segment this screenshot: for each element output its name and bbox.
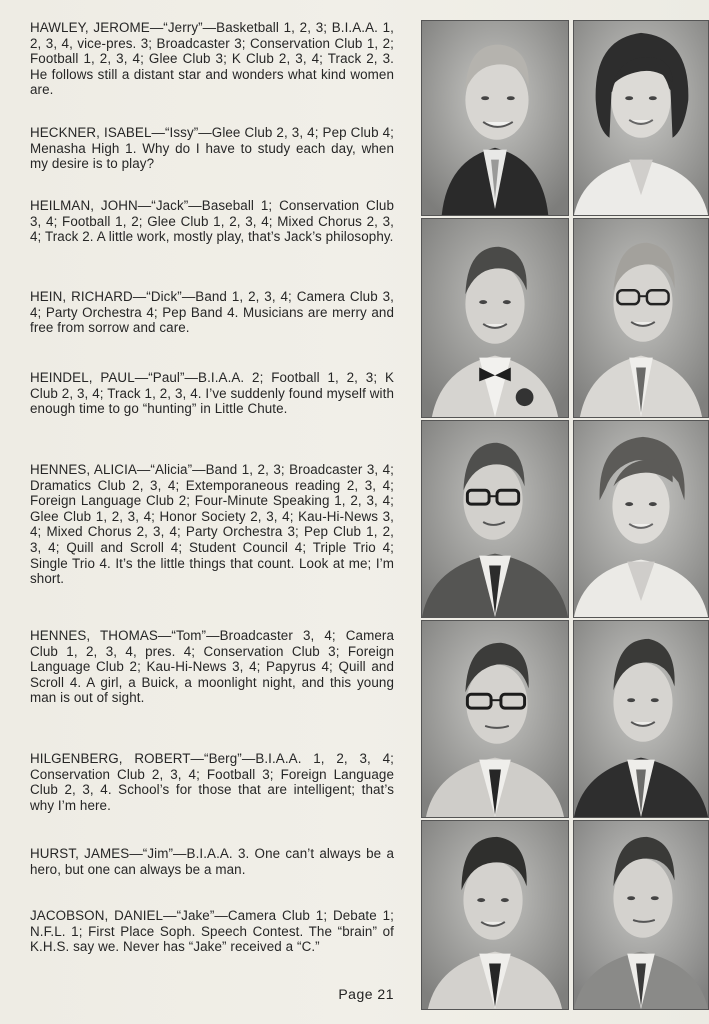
entry-text: HEINDEL, PAUL—“Paul”—B.I.A.A. 2; Football 1, 2, 3; K Club 2, 3, 4; Track 1, 2, 3, 4. I’ve suddenly found myself with enough time to go “hunting” in Little Chute. xyxy=(30,370,394,417)
portrait-heindel-paul xyxy=(421,420,569,618)
portrait-heckner-isabel xyxy=(573,20,709,216)
senior-entry-heckner xyxy=(30,125,394,172)
entry-text: HEIN, RICHARD—“Dick”—Band 1, 2, 3, 4; Camera Club 3, 4; Party Orchestra 4; Pep Band 4. Musicians are merry and free from sorrow and care. xyxy=(30,289,394,336)
senior-entry-hennes-alicia xyxy=(30,462,394,587)
portrait-hurst-james xyxy=(421,820,569,1010)
portrait-hein-richard xyxy=(573,218,709,418)
portrait-hilgenberg-robert xyxy=(573,620,709,818)
page-number: Page 21 xyxy=(338,986,394,1002)
entry-text: HEILMAN, JOHN—“Jack”—Baseball 1; Conservation Club 3, 4; Football 1, 2; Glee Club 1, 2, 3, 4; Mixed Chorus 2, 3, 4; Track 2. A little work, mostly play, that’s Jack’s philosophy. xyxy=(30,198,394,245)
senior-entry-hawley xyxy=(30,20,394,98)
entry-text: JACOBSON, DANIEL—“Jake”—Camera Club 1; Debate 1; N.F.L. 1; First Place Soph. Speech Contest. The “brain” of K.H.S. say we. Never has “Jake” received a “C.” xyxy=(30,908,394,955)
senior-entry-hein xyxy=(30,289,394,336)
senior-entry-hennes-thomas xyxy=(30,628,394,706)
entry-text: HAWLEY, JEROME—“Jerry”—Basketball 1, 2, 3; B.I.A.A. 1, 2, 3, 4, vice-pres. 3; Broadcaster 3; Conservation Club 1, 2; Football 1, 2, 3, 4; Glee Club 3; K Club 2, 3, 4; Track 2, 3. He follows still a distant star and wonders what kind women are. xyxy=(30,20,394,98)
senior-entry-hilgenberg xyxy=(30,751,394,813)
portrait-jacobson-daniel xyxy=(573,820,709,1010)
senior-entry-jacobson xyxy=(30,908,394,955)
entry-text: HURST, JAMES—“Jim”—B.I.A.A. 3. One can’t always be a hero, but one can always be a man. xyxy=(30,846,394,877)
senior-entry-heindel xyxy=(30,370,394,417)
portrait-hawley-jerome xyxy=(421,20,569,216)
entry-text: HECKNER, ISABEL—“Issy”—Glee Club 2, 3, 4; Pep Club 4; Menasha High 1. Why do I have to study each day, when my desire is to play? xyxy=(30,125,394,172)
portrait-hennes-alicia xyxy=(573,420,709,618)
entry-text: HILGENBERG, ROBERT—“Berg”—B.I.A.A. 1, 2, 3, 4; Conservation Club 2, 3, 4; Football 3; Foreign Language Club 2, 3, 4. School’s for those that are intelligent; that’s why I’m here. xyxy=(30,751,394,813)
senior-entry-hurst xyxy=(30,846,394,877)
entry-text: HENNES, ALICIA—“Alicia”—Band 1, 2, 3; Broadcaster 3, 4; Dramatics Club 2, 3, 4; Extemporaneous reading 2, 3, 4; Foreign Language Club 2; Four-Minute Speaking 1, 2, 3, 4; Glee Club 1, 2, 3, 4; Honor Society 2, 3, 4; Kau-Hi-News 3, 4; Mixed Chorus 2, 3, 4; Party Orchestra 3; Pep Club 1, 2, 3, 4; Quill and Scroll 4; Student Council 4; Triple Trio 4; Single Trio 4. It’s the little things that count. Look at me; I’m short. xyxy=(30,462,394,587)
entry-text: HENNES, THOMAS—“Tom”—Broadcaster 3, 4; Camera Club 1, 2, 3, 4, pres. 4; Conservation Club 3; Foreign Language Club 2; Kau-Hi-News 3, 4; Papyrus 4; Quill and Scroll 4. A girl, a Buick, a moonlight night, and this young man is out of sight. xyxy=(30,628,394,706)
senior-entry-heilman xyxy=(30,198,394,245)
portrait-grid xyxy=(421,20,709,1010)
portrait-heilman-john xyxy=(421,218,569,418)
portrait-hennes-thomas xyxy=(421,620,569,818)
